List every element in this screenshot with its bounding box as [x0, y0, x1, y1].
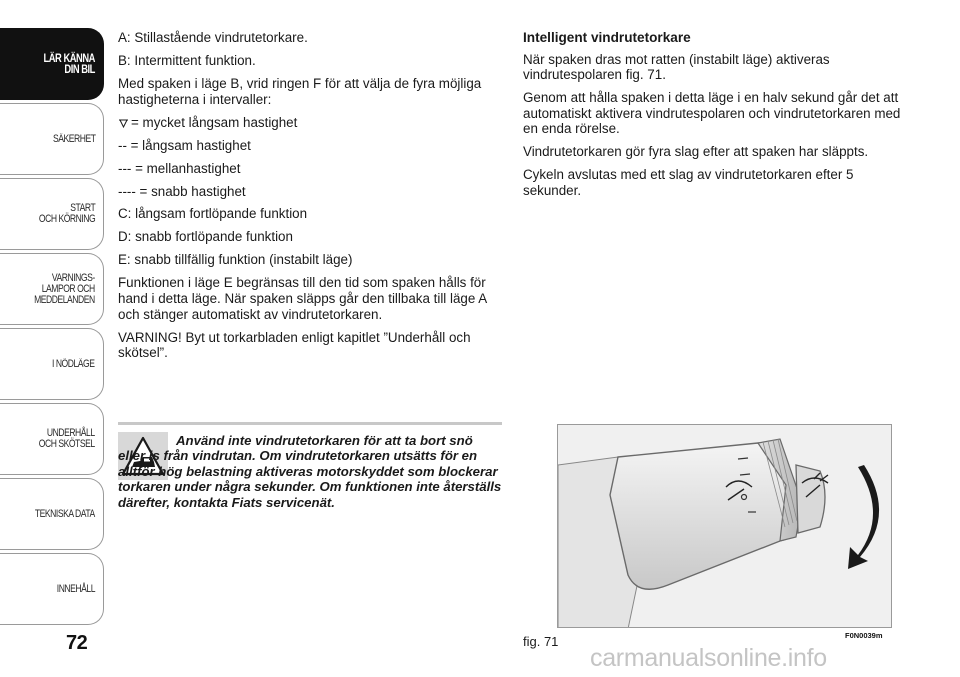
figure-caption: fig. 71: [523, 634, 559, 649]
tab-innehall[interactable]: INNEHÅLL: [0, 553, 104, 625]
item-e: E: snabb tillfällig funktion (instabilt läge): [118, 252, 353, 268]
speed-3: --- = mellanhastighet: [118, 160, 241, 176]
tab-start-och-korning[interactable]: START OCH KÖRNING: [0, 178, 104, 250]
tab-tekniska-data[interactable]: TEKNISKA DATA: [0, 478, 104, 550]
tab-sakerhet[interactable]: SÄKERHET: [0, 103, 104, 175]
watermark: carmanualsonline.info: [590, 644, 827, 672]
figure-wiper-stalk: [557, 424, 892, 628]
speed-intro: Med spaken i läge B, vrid ringen F för att välja de fyra möjliga hastigheterna i intervaller:: [118, 75, 482, 107]
item-a: A: Stillastående vindrutetorkare.: [118, 30, 308, 45]
speed-2: -- = långsam hastighet: [118, 137, 251, 153]
tab-i-nodlage[interactable]: I NÖDLÄGE: [0, 328, 104, 400]
item-e-description: Funktionen i läge E begränsas till den tid som spaken hålls för hand i detta läge. När spaken släpps går den tillbaka till läge A och stänger automatiskt av vindrutetorkaren.: [118, 275, 487, 322]
right-para-1: När spaken dras mot ratten (instabilt läge) aktiveras vindrutespolaren fig. 71.: [523, 51, 830, 83]
item-c: C: långsam fortlöpande funktion: [118, 206, 308, 222]
right-para-3: Vindrutetorkaren gör fyra slag efter att spaken har släppts.: [523, 144, 869, 160]
right-column: [523, 30, 903, 206]
warning-text: Använd inte vindrutetorkaren för att ta bort snö eller is från vindrutan. Om vindrutetorkaren utsätts för en alltför hög belastning aktiveras motorskyddet som blockerar torkaren under några sekunder. Om funktionen inte återställs därefter, kontakta Fiats servicenät.: [118, 433, 502, 510]
warning-divider: [118, 422, 502, 425]
item-b: B: Intermittent funktion.: [118, 52, 256, 68]
very-slow-speed-icon: [118, 119, 129, 128]
section-heading: Intelligent vindrutetorkare: [523, 30, 691, 45]
tab-lar-kanna-din-bil[interactable]: LÄR KÄNNA DIN BIL: [0, 28, 104, 100]
speed-1: = mycket långsam hastighet: [118, 115, 502, 131]
warning-note: VARNING! Byt ut torkarbladen enligt kapitlet ”Underhåll och skötsel”.: [118, 329, 471, 361]
speed-4: ---- = snabb hastighet: [118, 183, 246, 199]
wiper-stalk-illustration: [558, 425, 892, 628]
tab-varningslampor[interactable]: VARNINGS- LAMPOR OCH MEDDELANDEN: [0, 253, 104, 325]
page-number: 72: [66, 632, 88, 654]
tab-underhall-och-skotsel[interactable]: UNDERHÅLL OCH SKÖTSEL: [0, 403, 104, 475]
figure-code: F0N0039m: [845, 631, 883, 640]
left-column: [118, 30, 502, 368]
item-d: D: snabb fortlöpande funktion: [118, 229, 293, 245]
right-para-2: Genom att hålla spaken i detta läge i en halv sekund går det att automatiskt aktivera vindrutespolaren och vindrutetorkaren med en enda rörelse.: [523, 90, 901, 137]
right-para-4: Cykeln avslutas med ett slag av vindrutetorkaren efter 5 sekunder.: [523, 167, 854, 198]
